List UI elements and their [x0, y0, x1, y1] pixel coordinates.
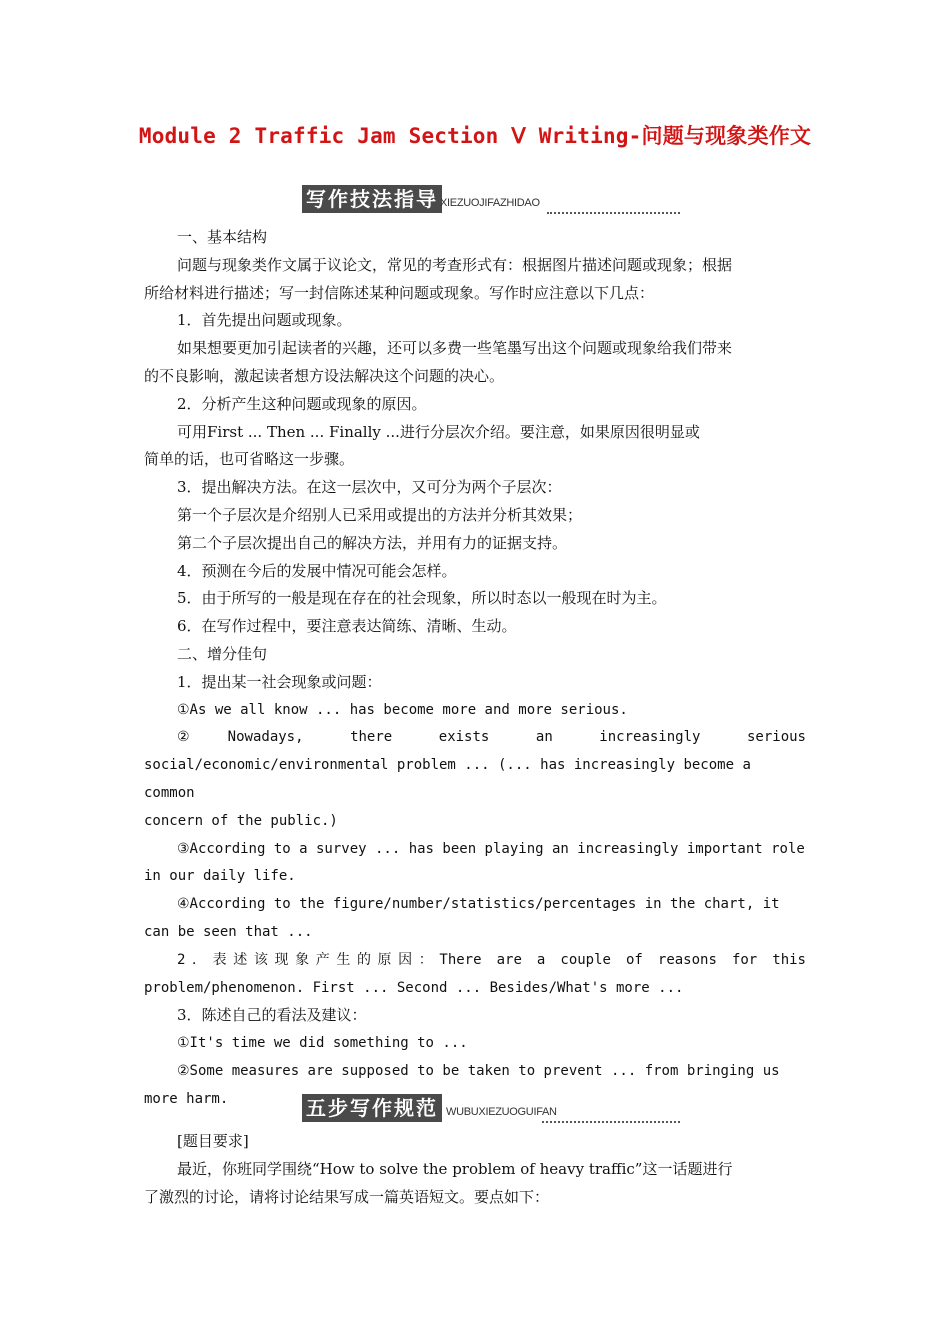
example-sentence: more harm.	[144, 1090, 229, 1107]
point-heading: 4．预测在今后的发展中情况可能会怎样。	[177, 561, 457, 580]
example-sentence: ①It's time we did something to ...	[177, 1035, 468, 1052]
banner-dotted-rule	[542, 1121, 680, 1123]
example-sentence: problem/phenomenon. First ... Second ... Besides/What's more ...	[144, 979, 684, 996]
paragraph-line: 了激烈的讨论，请将讨论结果写成一篇英语短文。要点如下：	[144, 1187, 550, 1206]
banner-pinyin: XIEZUOJIFAZHIDAO	[440, 197, 540, 209]
document-title: Module 2 Traffic Jam Section Ⅴ Writing-问题与现象类作文	[138, 124, 812, 148]
point-heading: 6．在写作过程中，要注意表达简练、清晰、生动。	[177, 617, 517, 636]
example-sentence: concern of the public.)	[144, 812, 338, 829]
section-basic-structure	[144, 224, 806, 1114]
example-sentence: social/economic/environmental problem ... (... has increasingly become a common	[144, 757, 751, 801]
paragraph-line: 问题与现象类作文属于议论文，常见的考查形式有：根据图片描述问题或现象；根据	[177, 255, 733, 274]
section-banner-five-steps	[302, 1094, 682, 1124]
paragraph-line: 最近，你班同学围绕“How to solve the problem of heavy traffic”这一话题进行	[177, 1159, 733, 1178]
paragraph-line: 可用First ... Then ... Finally ...进行分层次介绍。要注意，如果原因很明显或	[177, 422, 700, 441]
example-sentence: ①As we all know ... has become more and more serious.	[177, 701, 628, 718]
section-task-requirements	[144, 1128, 806, 1211]
example-sentence: in our daily life.	[144, 868, 296, 885]
banner-dotted-rule	[547, 212, 680, 214]
point-heading: 3．陈述自己的看法及建议：	[177, 1006, 367, 1025]
example-sentence: ④According to the figure/number/statistics/percentages in the chart, it	[177, 896, 780, 913]
point-heading: 1．提出某一社会现象或问题：	[177, 672, 382, 691]
paragraph-line: 简单的话，也可省略这一步骤。	[144, 450, 355, 469]
example-sentence: ③According to a survey ... has been playing an increasingly important role	[177, 840, 805, 857]
point-heading: 3．提出解决方法。在这一层次中，又可分为两个子层次：	[177, 478, 562, 497]
example-sentence: can be seen that ...	[144, 923, 313, 940]
example-sentence: ②Some measures are supposed to be taken to prevent ... from bringing us	[177, 1062, 780, 1079]
paragraph-line: 的不良影响，激起读者想方设法解决这个问题的决心。	[144, 366, 505, 385]
section-banner-writing-skills	[302, 185, 682, 215]
section-heading: 二、增分佳句	[177, 644, 268, 663]
banner-label: 写作技法指导	[302, 185, 442, 213]
point-heading: 5．由于所写的一般是现在存在的社会现象，所以时态以一般现在时为主。	[177, 589, 667, 608]
task-label: [题目要求]	[177, 1132, 249, 1150]
paragraph-line: 如果想要更加引起读者的兴趣，还可以多费一些笔墨写出这个问题或现象给我们带来	[177, 339, 733, 358]
example-sentence: ②Nowadays, there exists an increasingly serious	[177, 729, 806, 746]
paragraph-line: 所给材料进行描述；写一封信陈述某种问题或现象。写作时应注意以下几点：	[144, 283, 655, 302]
banner-label: 五步写作规范	[302, 1094, 442, 1122]
example-sentence: 2．表述该现象产生的原因：There are a couple of reasons for this	[177, 951, 806, 968]
point-heading: 2．分析产生这种问题或现象的原因。	[177, 394, 427, 413]
paragraph-line: 第二个子层次提出自己的解决方法，并用有力的证据支持。	[177, 533, 568, 552]
point-heading: 1．首先提出问题或现象。	[177, 311, 352, 330]
section-heading: 一、基本结构	[177, 228, 268, 246]
banner-pinyin: WUBUXIEZUOGUIFAN	[446, 1106, 557, 1118]
paragraph-line: 第一个子层次是介绍别人已采用或提出的方法并分析其效果；	[177, 505, 583, 524]
